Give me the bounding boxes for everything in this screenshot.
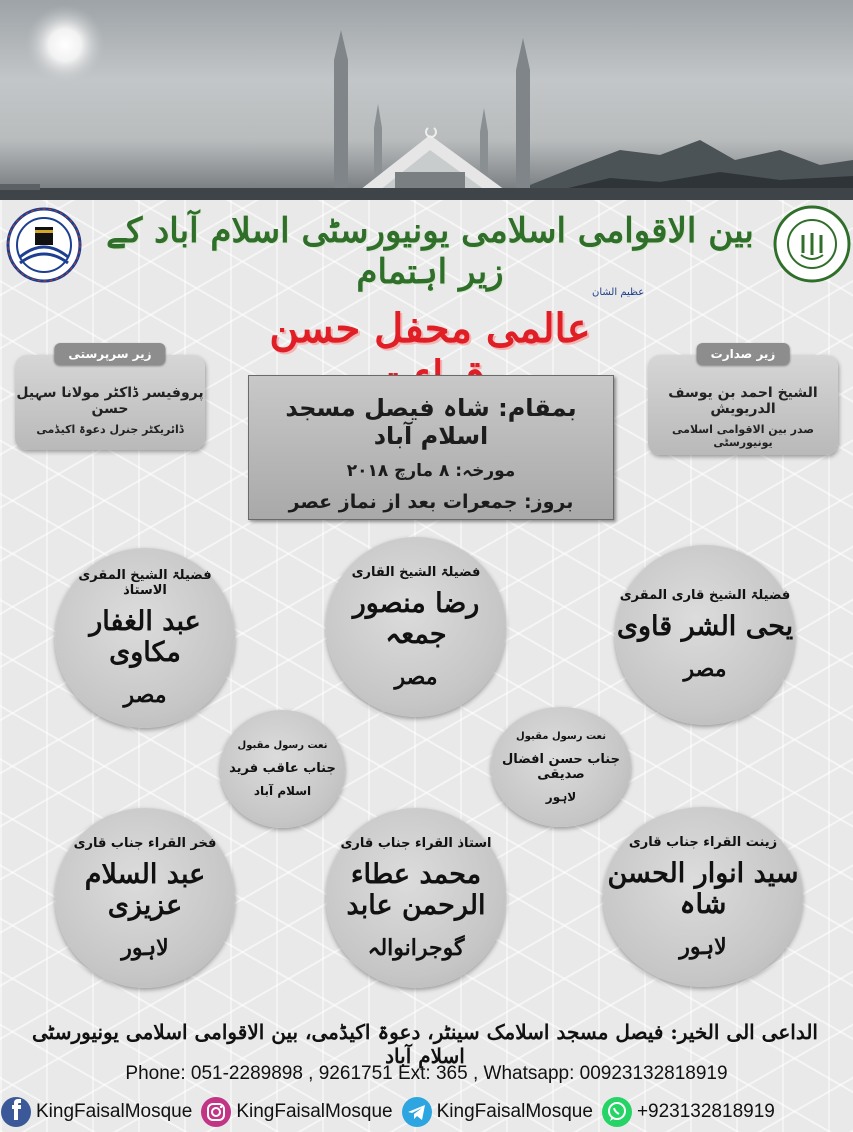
telegram-icon	[401, 1096, 433, 1128]
telegram-handle: KingFaisalMosque	[436, 1101, 593, 1122]
dawah-academy-logo	[6, 207, 82, 283]
reciter-country: مصر	[394, 663, 438, 690]
facebook-handle: KingFaisalMosque	[36, 1101, 193, 1122]
iiu-logo	[773, 205, 851, 283]
reciter-title: فضیلۃ الشیخ قاری المقری	[619, 588, 791, 603]
reciter-name: سید انوار الحسن شاہ	[607, 857, 799, 920]
reciter-title: زینت القراء جناب قاری	[628, 834, 778, 850]
reciter-circle	[615, 545, 795, 725]
telegram-link[interactable]	[401, 1096, 593, 1128]
reciter-name: رضا منصور جمعہ	[352, 587, 480, 650]
patron-panel	[15, 347, 205, 450]
reciter-title: فخر القراء جناب قاری	[73, 835, 217, 851]
naat-name: جناب حسن افضال صدیقی	[502, 751, 620, 782]
patron-name: پروفیسر ڈاکٹر مولانا سہیل حسن	[16, 385, 204, 417]
presidency-tag: زیر صدارت	[697, 343, 790, 365]
event-title: عالمی محفل حسن	[269, 305, 591, 352]
facebook-icon	[0, 1096, 32, 1128]
venue-date: مورخہ: ۸ مارچ ۲۰۱۸	[346, 461, 516, 481]
naat-circle	[220, 710, 345, 828]
venue-place: بمقام: شاہ فیصل مسجد اسلام آباد	[285, 394, 577, 450]
social-bar	[0, 1094, 853, 1130]
reciter-title: فضیلۃ الشیخ المقری الاستاذ	[78, 568, 212, 598]
event-title-note: عظیم الشان	[592, 287, 645, 298]
reciter-circle	[603, 807, 803, 987]
reciter-circle	[55, 808, 235, 988]
venue-day: بروز: جمعرات بعد از نماز عصر	[288, 491, 574, 513]
presidency-designation: صدر بین الاقوامی اسلامی یونیورسٹی	[672, 423, 814, 449]
reciter-city: لاہور	[121, 934, 169, 961]
naat-title: نعت رسول مقبول	[237, 740, 328, 751]
reciter-city: لاہور	[679, 933, 727, 960]
reciter-circle	[326, 537, 506, 717]
phone-line: Phone: 051-2289898 , 9261751 Ext: 365 , Whatsapp: 00923132818919	[125, 1063, 728, 1084]
whatsapp-number: +923132818919	[636, 1101, 775, 1122]
instagram-icon	[200, 1096, 232, 1128]
reciter-city: گوجرانوالہ	[367, 934, 465, 961]
naat-name: جناب عاقب فرید	[229, 761, 336, 776]
patron-tag: زیر سرپرستی	[54, 343, 165, 365]
whatsapp-icon	[601, 1096, 633, 1128]
reciter-name: عبد السلام عزیزی	[84, 858, 206, 921]
reciter-title: فضیلۃ الشیخ القاری	[351, 564, 481, 580]
whatsapp-link[interactable]	[601, 1096, 775, 1128]
reciter-country: مصر	[683, 656, 727, 682]
mosque-banner-image	[0, 0, 853, 200]
reciter-circle	[326, 808, 506, 988]
naat-title: نعت رسول مقبول	[516, 730, 606, 742]
facebook-link[interactable]	[0, 1096, 192, 1128]
instagram-link[interactable]	[200, 1096, 392, 1128]
reciter-title: استاذ القراء جناب قاری	[340, 835, 492, 851]
naat-circle	[491, 707, 631, 827]
presidency-panel	[648, 347, 838, 455]
organizer-heading: بین الاقوامی اسلامی یونیورسٹی اسلام آباد کے زیر اہتمام	[106, 211, 754, 292]
reciter-country: مصر	[123, 682, 167, 708]
venue-box	[248, 375, 614, 520]
reciter-name: محمد عطاء الرحمن عابد	[346, 858, 486, 921]
naat-city: اسلام آباد	[253, 784, 312, 798]
patron-designation: ڈائریکٹر جنرل دعوۃ اکیڈمی	[36, 423, 184, 436]
naat-city: لاہور	[545, 789, 577, 804]
reciter-name: یحی الشر قاوی	[616, 611, 794, 642]
sponsor-line: الداعی الی الخیر: فیصل مسجد اسلامک سینٹر، دعوۃ اکیڈمی، بین الاقوامی اسلامی یونیورسٹی اسلام آباد	[31, 1020, 818, 1068]
instagram-handle: KingFaisalMosque	[236, 1101, 393, 1122]
reciter-circle	[55, 548, 235, 728]
reciter-name: عبد الغفار مکاوی	[89, 606, 201, 668]
presidency-name: الشیخ احمد بن یوسف الدریویش	[668, 385, 818, 417]
